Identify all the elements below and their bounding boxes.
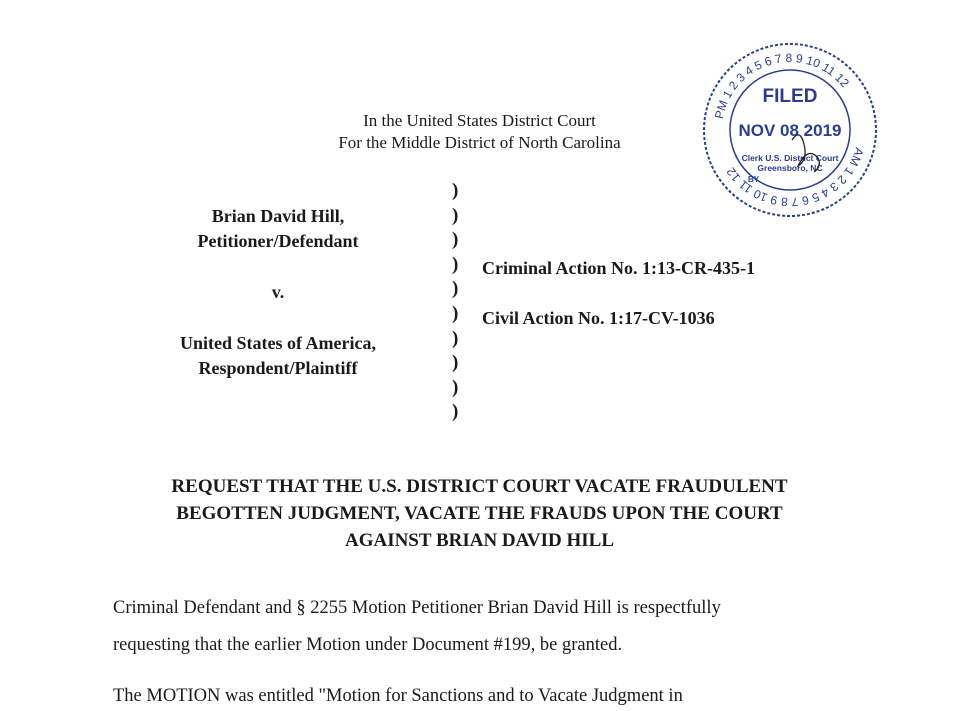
caption-paren: ) [452, 180, 459, 201]
filed-stamp [700, 40, 880, 220]
body-paragraph-2-line-1: The MOTION was entitled "Motion for Sanctions and to Vacate Judgment in [113, 686, 683, 706]
document-title-line-1: REQUEST THAT THE U.S. DISTRICT COURT VACATE FRAUDULENT [171, 476, 788, 497]
stamp-clock-top: PM 1 2 3 4 5 6 7 8 9 10 11 12 [711, 50, 852, 121]
stamp-clock-bottom: AM 1 2 3 4 5 6 7 8 9 10 11 12 [723, 145, 867, 210]
court-district: For the Middle District of North Carolina [338, 133, 621, 152]
stamp-clerk: Clerk U.S. District Court [741, 153, 839, 163]
body-paragraph-1-line-2: requesting that the earlier Motion under Document #199, be granted. [113, 635, 623, 655]
caption-paren: ) [452, 204, 459, 226]
caption-paren: ) [452, 229, 459, 251]
civil-case-number: Civil Action No. 1:17-CV-1036 [482, 308, 715, 328]
criminal-case-number: Criminal Action No. 1:13-CR-435-1 [482, 258, 755, 278]
stamp-city: Greensboro, NC [757, 163, 823, 173]
respondent-role: Respondent/Plaintiff [198, 358, 358, 378]
stamp-by: BY [748, 175, 760, 184]
caption-paren: ) [452, 327, 459, 349]
caption-paren: ) [452, 376, 459, 398]
document-title-line-3: AGAINST BRIAN DAVID HILL [344, 530, 615, 551]
petitioner-role: Petitioner/Defendant [197, 231, 359, 251]
caption-paren: ) [452, 401, 459, 423]
court-name: In the United States District Court [363, 111, 596, 130]
document-title-line-2: BEGOTTEN JUDGMENT, VACATE THE FRAUDS UPON THE COURT [176, 503, 783, 524]
caption-divider [452, 179, 466, 425]
stamp-label: FILED [762, 86, 818, 107]
stamp-date: NOV 08 2019 [738, 121, 842, 140]
caption-paren: ) [452, 253, 459, 275]
respondent-name: United States of America, [180, 333, 376, 353]
petitioner-name: Brian David Hill, [211, 206, 345, 226]
caption-paren: ) [452, 278, 459, 300]
versus-label: v. [271, 282, 285, 302]
caption-paren: ) [452, 302, 459, 324]
body-paragraph-1-line-1: Criminal Defendant and § 2255 Motion Petitioner Brian David Hill is respectfully [113, 598, 721, 618]
caption-paren: ) [452, 352, 459, 374]
